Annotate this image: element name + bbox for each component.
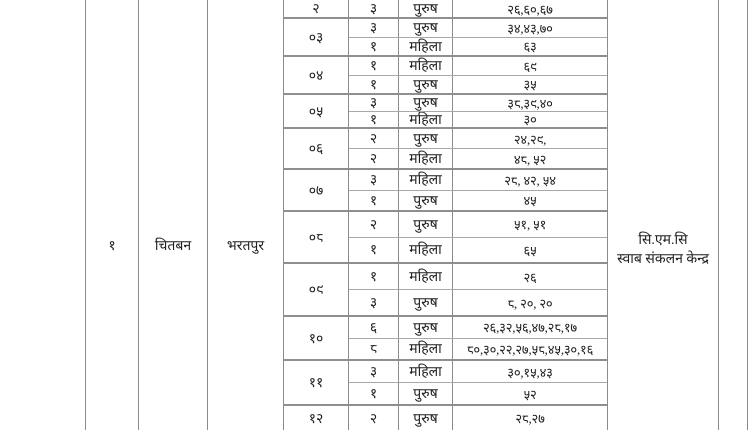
gender-cell: महिला: [399, 149, 453, 168]
ages-cell: ८, २०, २०: [507, 295, 553, 311]
count-cell: २: [349, 212, 399, 237]
ages-cell: ५२: [523, 386, 537, 402]
ages-cell: ६९: [523, 58, 537, 74]
ward-number-cell: २: [284, 0, 349, 17]
count-cell: ३: [349, 290, 399, 315]
record-row: [349, 170, 607, 191]
record-row: [349, 290, 607, 315]
gender-cell: महिला: [399, 38, 453, 56]
record-row: [349, 95, 607, 112]
ward-group: [284, 129, 607, 170]
count-cell: ३: [349, 170, 399, 190]
ages-cell: ३५: [523, 77, 537, 93]
count-cell: ३: [349, 361, 399, 382]
empty-last-column: [719, 0, 748, 430]
count-cell: ८: [349, 339, 399, 360]
ages-cell: ५१, ५१: [513, 217, 547, 233]
record-row: [349, 264, 607, 290]
count-cell: १: [349, 38, 399, 56]
gender-cell: महिला: [399, 264, 453, 289]
count-cell: १: [349, 264, 399, 289]
ward-number-cell: १२: [284, 406, 349, 430]
record-row: [349, 191, 607, 211]
ages-cell: ३४,४३,७०: [507, 20, 553, 36]
record-row: [349, 317, 607, 339]
ward-number-cell: ०८: [284, 212, 349, 262]
group-rows: [349, 0, 607, 17]
count-cell: ३: [349, 0, 399, 17]
municipality-cell: [207, 0, 283, 430]
record-row: [349, 238, 607, 263]
ward-group: [284, 264, 607, 317]
group-rows: [349, 57, 607, 93]
group-rows: [349, 212, 607, 262]
group-rows: [349, 129, 607, 168]
group-rows: [349, 19, 607, 55]
record-row: [349, 57, 607, 76]
ward-group: [284, 212, 607, 264]
record-row: [349, 212, 607, 238]
record-row: [349, 38, 607, 56]
record-row: [349, 361, 607, 383]
ward-groups: [283, 0, 607, 430]
ward-group: [284, 0, 607, 19]
count-cell: २: [349, 406, 399, 430]
ages-cell: ४८, ५२: [513, 151, 547, 167]
gender-cell: महिला: [399, 339, 453, 360]
gender-cell: पुरुष: [399, 383, 453, 404]
record-row: [349, 339, 607, 360]
collection-center-cell: [607, 0, 719, 430]
gender-cell: महिला: [399, 361, 453, 382]
ages-cell: ८०,३०,२२,२७,५८,४५,३०,१६: [466, 341, 594, 357]
gender-cell: पुरुष: [399, 191, 453, 211]
ward-group: [284, 170, 607, 212]
gender-cell: पुरुष: [399, 212, 453, 237]
count-cell: ६: [349, 317, 399, 338]
gender-cell: पुरुष: [399, 76, 453, 94]
record-row: [349, 129, 607, 149]
ward-group: [284, 57, 607, 95]
gender-cell: महिला: [399, 57, 453, 75]
group-rows: [349, 170, 607, 210]
ward-number-cell: ११: [284, 361, 349, 404]
record-row: [349, 383, 607, 404]
group-rows: [349, 361, 607, 404]
gender-cell: पुरुष: [399, 0, 453, 17]
count-cell: १: [349, 57, 399, 75]
record-row: [349, 149, 607, 168]
ward-number-cell: ०६: [284, 129, 349, 168]
ages-cell: २६,३२,५६,४७,२८,१७: [483, 320, 577, 336]
gender-cell: पुरुष: [399, 95, 453, 111]
gender-cell: पुरुष: [399, 19, 453, 37]
ward-number-cell: ०७: [284, 170, 349, 210]
ages-cell: २८, ४२, ५४: [504, 172, 556, 188]
count-cell: १: [349, 76, 399, 94]
group-rows: [349, 406, 607, 430]
ward-group: [284, 95, 607, 129]
ward-number-cell: १०: [284, 317, 349, 359]
ages-cell: ६३: [523, 39, 537, 55]
record-row: [349, 112, 607, 128]
ward-number-cell: ०५: [284, 95, 349, 127]
gender-cell: पुरुष: [399, 317, 453, 338]
serial-number-cell: [85, 0, 138, 430]
ward-group: [284, 361, 607, 406]
ward-number-cell: ०३: [284, 19, 349, 55]
ages-cell: २६: [523, 269, 537, 285]
group-rows: [349, 317, 607, 359]
ward-group: [284, 406, 607, 430]
ages-cell: ३०,१५,४३: [507, 364, 553, 380]
count-cell: १: [349, 238, 399, 263]
count-cell: ३: [349, 19, 399, 37]
count-cell: २: [349, 129, 399, 148]
municipality-name: भरतपुर: [226, 239, 265, 254]
gender-cell: महिला: [399, 238, 453, 263]
count-cell: १: [349, 383, 399, 404]
ward-group: [284, 19, 607, 57]
record-row: [349, 19, 607, 38]
group-rows: [349, 95, 607, 127]
serial-number: १: [108, 239, 116, 254]
gender-cell: महिला: [399, 170, 453, 190]
group-rows: [349, 264, 607, 315]
gender-cell: महिला: [399, 112, 453, 128]
count-cell: १: [349, 112, 399, 128]
count-cell: २: [349, 149, 399, 168]
gender-cell: पुरुष: [399, 129, 453, 148]
record-row: [349, 0, 607, 17]
count-cell: १: [349, 191, 399, 211]
ages-cell: ३८,३९,४०: [507, 95, 553, 111]
collection-center-label: [608, 231, 718, 269]
ages-cell: २८,२७: [515, 411, 545, 426]
ages-cell: ६५: [523, 242, 537, 258]
record-row: [349, 406, 607, 430]
record-row: [349, 76, 607, 94]
gender-cell: पुरुष: [399, 406, 453, 430]
ages-cell: २६,६०,६७: [507, 1, 553, 17]
collection-center-line2: स्वाब संकलन केन्द्र: [617, 252, 709, 267]
ages-cell: ३०: [523, 112, 537, 127]
district-name: चितबन: [154, 239, 192, 254]
ward-group: [284, 317, 607, 361]
ward-number-cell: ०९: [284, 264, 349, 315]
gender-cell: पुरुष: [399, 290, 453, 315]
ages-cell: २४,२९,: [513, 131, 547, 147]
district-cell: [138, 0, 207, 430]
collection-center-line1: सि.एम.सि: [638, 233, 688, 248]
ages-cell: ४५: [523, 193, 537, 209]
count-cell: ३: [349, 95, 399, 111]
ward-number-cell: ०४: [284, 57, 349, 93]
